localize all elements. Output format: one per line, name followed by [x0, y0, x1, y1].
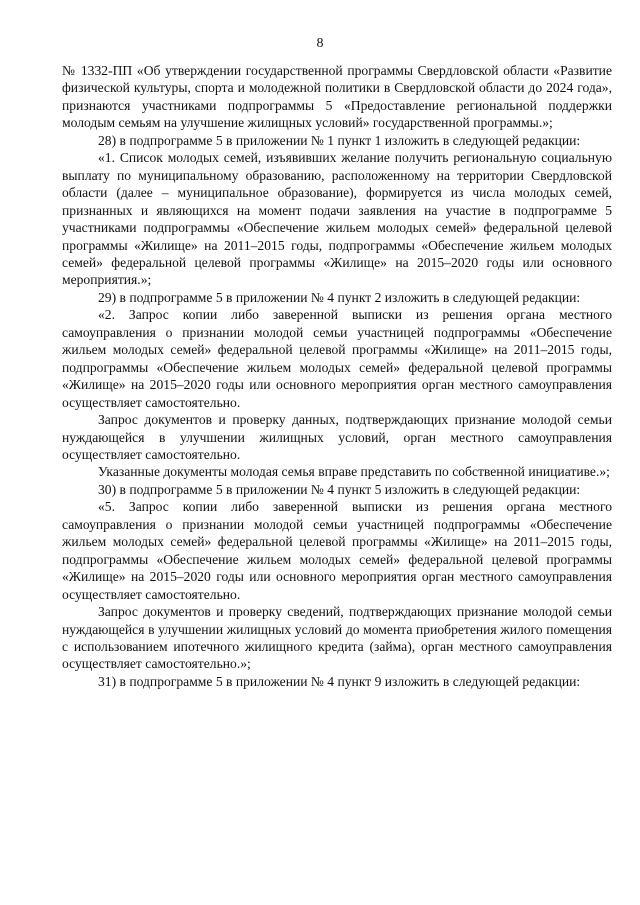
- paragraph-quote-5: «5. Запрос копии либо заверенной выписки из решения органа местного самоуправления о признании молодой семьи участницей подпрограммы «Обеспечение жильем молодых семей» федеральной целевой программы «Жилище» на 2011–2015 годы, подпрограммы «Обеспечение жильем молодых семей» федеральной целевой программы «Жилище» на 2015–2020 годы или основного мероприятия орган местного самоуправления осуществляет самостоятельно.: [62, 499, 612, 602]
- paragraph-continuation: № 1332-ПП «Об утверждении государственной программы Свердловской области «Развитие физической культуры, спорта и молодежной политики в Свердловской области до 2024 года», признаются участниками подпрограммы 5 «Предоставление региональной поддержки молодым семьям на улучшение жилищных условий» государственной программы.»;: [62, 63, 612, 131]
- paragraph-info-check: Запрос документов и проверку сведений, подтверждающих признание молодой семьи нуждающейся в улучшении жилищных условий до момента приобретения жилого помещения с использованием ипотечного жилищного кредита (займа), орган местного самоуправления осуществляет самостоятельно.»;: [62, 604, 612, 672]
- paragraph-quote-2: «2. Запрос копии либо заверенной выписки из решения органа местного самоуправления о признании молодой семьи участницей подпрограммы «Обеспечение жильем молодых семей» федеральной целевой программы «Жилище» на 2011–2015 годы, подпрограммы «Обеспечение жильем молодых семей» федеральной целевой программы «Жилище» на 2015–2020 годы или основного мероприятия орган местного самоуправления осуществляет самостоятельно.: [62, 307, 612, 410]
- paragraph-item-29: 29) в подпрограмме 5 в приложении № 4 пункт 2 изложить в следующей редакции:: [98, 289, 581, 305]
- document-body: [62, 62, 612, 690]
- paragraph-data-check: Запрос документов и проверку данных, подтверждающих признание молодой семьи нуждающейся в улучшении жилищных условий, орган местного самоуправления осуществляет самостоятельно.: [62, 412, 612, 462]
- paragraph-item-28: 28) в подпрограмме 5 в приложении № 1 пункт 1 изложить в следующей редакции:: [98, 132, 581, 148]
- paragraph-own-initiative: Указанные документы молодая семья вправе представить по собственной инициативе.»;: [98, 464, 610, 480]
- paragraph-item-31: 31) в подпрограмме 5 в приложении № 4 пункт 9 изложить в следующей редакции:: [98, 673, 581, 689]
- paragraph-item-30: 30) в подпрограмме 5 в приложении № 4 пункт 5 изложить в следующей редакции:: [98, 481, 581, 497]
- paragraph-quote-1: «1. Список молодых семей, изъявивших желание получить региональную социальную выплату по муниципальному образованию, расположенному на территории Свердловской области (далее – муниципальное образование), формируется из числа молодых семей, признанных и являющихся на момент подачи заявления на участие в подпрограмме 5 участниками подпрограммы «Обеспечение жильем молодых семей» федеральной целевой программы «Жилище» на 2011–2015 годы, подпрограммы «Обеспечение жильем молодых семей» федеральной целевой программы «Жилище» на 2015–2020 годы или основного мероприятия.»;: [62, 150, 612, 288]
- page-number: 8: [316, 36, 324, 51]
